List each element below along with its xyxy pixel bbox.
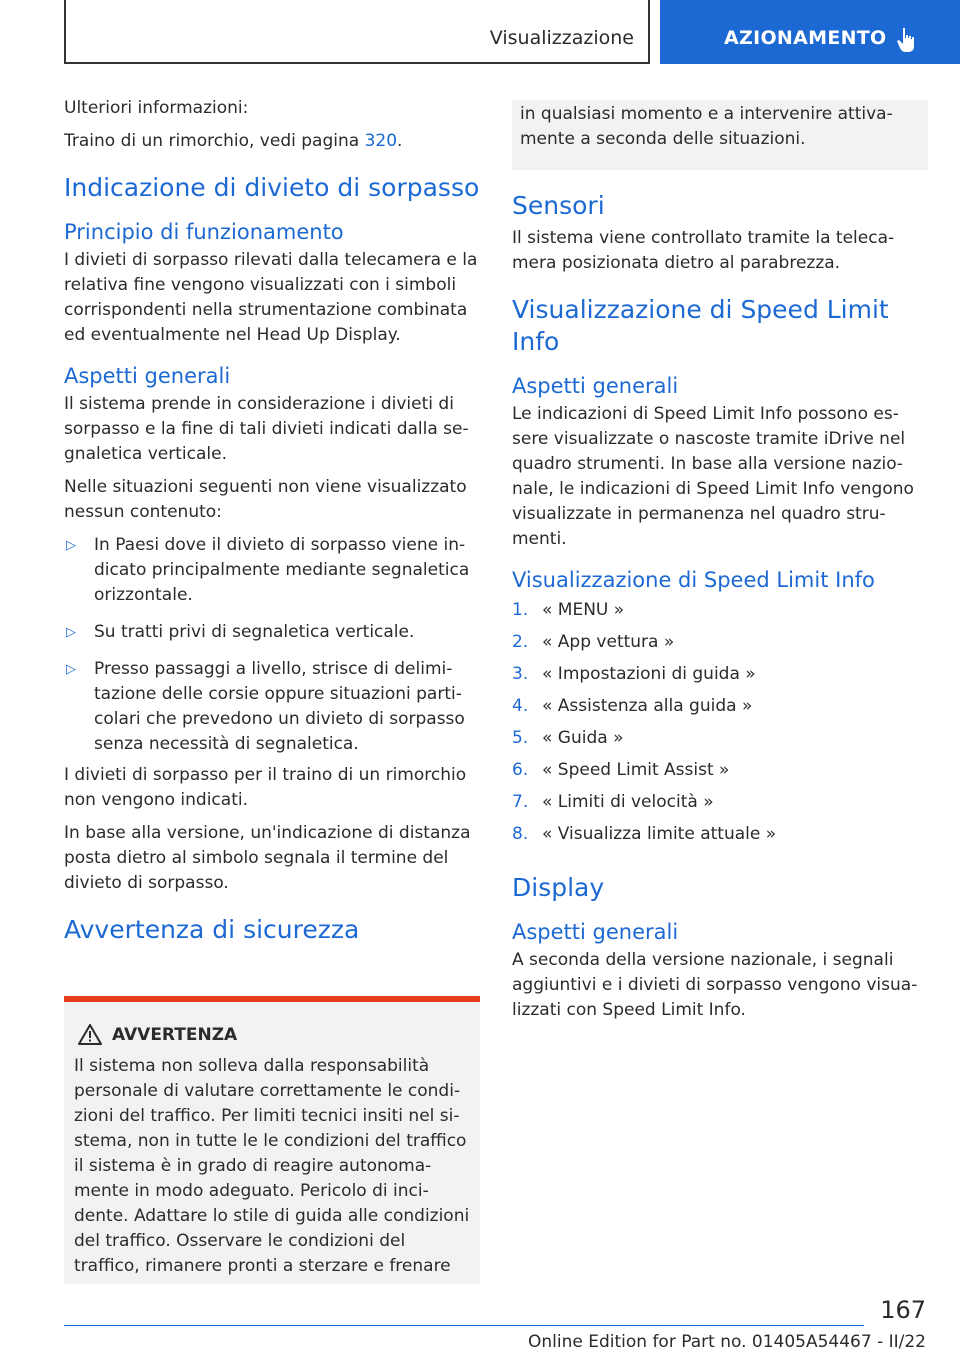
step-item (512, 790, 928, 822)
heading-visualizzazione-speed-limit: Visualizzazione di Speed Limit Info (512, 295, 889, 356)
header-chapter-tab[interactable] (660, 0, 960, 64)
triangle-right-icon: ▷ (66, 662, 76, 677)
display-paragraph: A seconda della versione nazionale, i segnali aggiuntivi e i divieti di sorpasso vengono visualizzati con Speed Limit Info. (512, 950, 918, 1020)
step-number: 8. (512, 824, 529, 844)
sensori-paragraph: Il sistema viene controllato tramite la telecamera posizionata dietro al parabrezza. (512, 228, 895, 273)
aspetti-paragraph: Il sistema prende in considerazione i divieti di sorpasso e la fine di tali divieti indicati dalla segnaletica verticale. (64, 394, 469, 464)
header-section-title: Visualizzazione (489, 27, 634, 49)
header-chapter-label: AZIONAMENTO (724, 27, 887, 49)
step-text: « Speed Limit Assist » (542, 760, 730, 780)
principio-paragraph: I divieti di sorpasso rilevati dalla telecamera e la relativa fine vengono visualizzati con i simboli corrispondenti nella strumentazione combinata ed eventualmente nel Head Up Display. (64, 250, 478, 345)
warning-title: AVVERTENZA (112, 1025, 238, 1045)
triangle-right-icon: ▷ (66, 538, 76, 553)
step-number: 5. (512, 728, 529, 748)
triangle-right-icon: ▷ (66, 625, 76, 640)
step-item (512, 758, 928, 790)
step-text: « Impostazioni di guida » (542, 664, 756, 684)
heading-aspetti-generali-right: Aspetti generali (512, 374, 679, 398)
situazioni-list (64, 533, 482, 757)
step-item (512, 694, 928, 726)
rimorchio-paragraph: I divieti di sorpasso per il traino di un rimorchio non vengono indicati. (64, 765, 467, 810)
warning-text: Il sistema non solleva dalla responsabilità personale di valutare correttamente le condizioni del traffico. Per limiti tecnici insiti nel sistema, non in tutte le le condizioni del traffico il sistema è in grado di reagire autonomamente in modo adeguato. Pericolo di incidente. Adattare lo stile di guida alle condizioni del traffico. Osservare le condizioni del traffico, rimanere pronti a sterzare e frenare (74, 1056, 470, 1276)
heading-display-aspetti: Aspetti generali (512, 920, 679, 944)
list-item-text: In Paesi dove il divieto di sorpasso viene indicato principalmente mediante segnaletica orizzontale. (94, 535, 470, 605)
versione-paragraph: In base alla versione, un'indicazione di distanza posta dietro al simbolo segnala il termine del divieto di sorpasso. (64, 823, 471, 893)
list-item-text: Su tratti privi di segnaletica verticale. (94, 622, 415, 642)
step-number: 4. (512, 696, 529, 716)
warning-continuation-box (512, 100, 928, 170)
heading-principio: Principio di funzionamento (64, 220, 344, 244)
page-number: 167 (880, 1296, 926, 1324)
traino-period: . (397, 131, 403, 151)
step-text: « App vettura » (542, 632, 675, 652)
header-section-box (64, 0, 650, 64)
step-text: « Guida » (542, 728, 624, 748)
warning-continuation-text: in qualsiasi momento e a intervenire attivamente a seconda delle situazioni. (520, 104, 893, 149)
traino-text: Traino di un rimorchio, vedi pagina (64, 131, 365, 151)
list-item (64, 533, 482, 608)
page-link-320[interactable]: 320 (364, 131, 398, 151)
step-item (512, 726, 928, 758)
step-text: « MENU » (542, 600, 625, 620)
step-item (512, 822, 928, 854)
speed-limit-aspetti-paragraph: Le indicazioni di Speed Limit Info possono essere visualizzate o nascoste tramite iDrive nel quadro strumenti. In base alla versione nazionale, le indicazioni di Speed Limit Info vengono visualizzate in permanenza nel quadro strumenti. (512, 404, 914, 549)
step-number: 6. (512, 760, 529, 780)
heading-divieto: Indicazione di divieto di sorpasso (64, 173, 480, 202)
step-text: « Assistenza alla guida » (542, 696, 753, 716)
step-item (512, 662, 928, 694)
traino-reference (64, 129, 482, 154)
hand-pointer-icon (896, 26, 920, 54)
footer-edition: Online Edition for Part no. 01405A54467 - II/22 (527, 1332, 926, 1352)
step-number: 7. (512, 792, 529, 812)
heading-avvertenza: Avvertenza di sicurezza (64, 915, 360, 944)
warning-triangle-icon (78, 1024, 102, 1045)
warning-header (64, 1002, 480, 1046)
list-item (64, 620, 482, 645)
step-number: 3. (512, 664, 529, 684)
list-item (64, 657, 482, 757)
left-column (64, 96, 482, 956)
heading-display: Display (512, 873, 605, 902)
situazioni-paragraph: Nelle situazioni seguenti non viene visualizzato nessun contenuto: (64, 477, 467, 522)
step-number: 2. (512, 632, 529, 652)
heading-aspetti-generali: Aspetti generali (64, 364, 231, 388)
warning-box (64, 996, 480, 1284)
steps-list (512, 598, 928, 854)
info-label: Ulteriori informazioni: (64, 98, 249, 118)
footer-divider (64, 1325, 864, 1326)
right-column (512, 96, 928, 1031)
step-text: « Visualizza limite attuale » (542, 824, 777, 844)
step-item (512, 630, 928, 662)
list-item-text: Presso passaggi a livello, strisce di delimitazione delle corsie oppure situazioni particolari che prevedono un divieto di sorpasso senza necessità di segnaletica. (94, 659, 465, 754)
heading-visualizzazione-steps: Visualizzazione di Speed Limit Info (512, 568, 875, 592)
step-number: 1. (512, 600, 529, 620)
step-text: « Limiti di velocità » (542, 792, 714, 812)
step-item (512, 598, 928, 630)
heading-sensori: Sensori (512, 191, 605, 220)
